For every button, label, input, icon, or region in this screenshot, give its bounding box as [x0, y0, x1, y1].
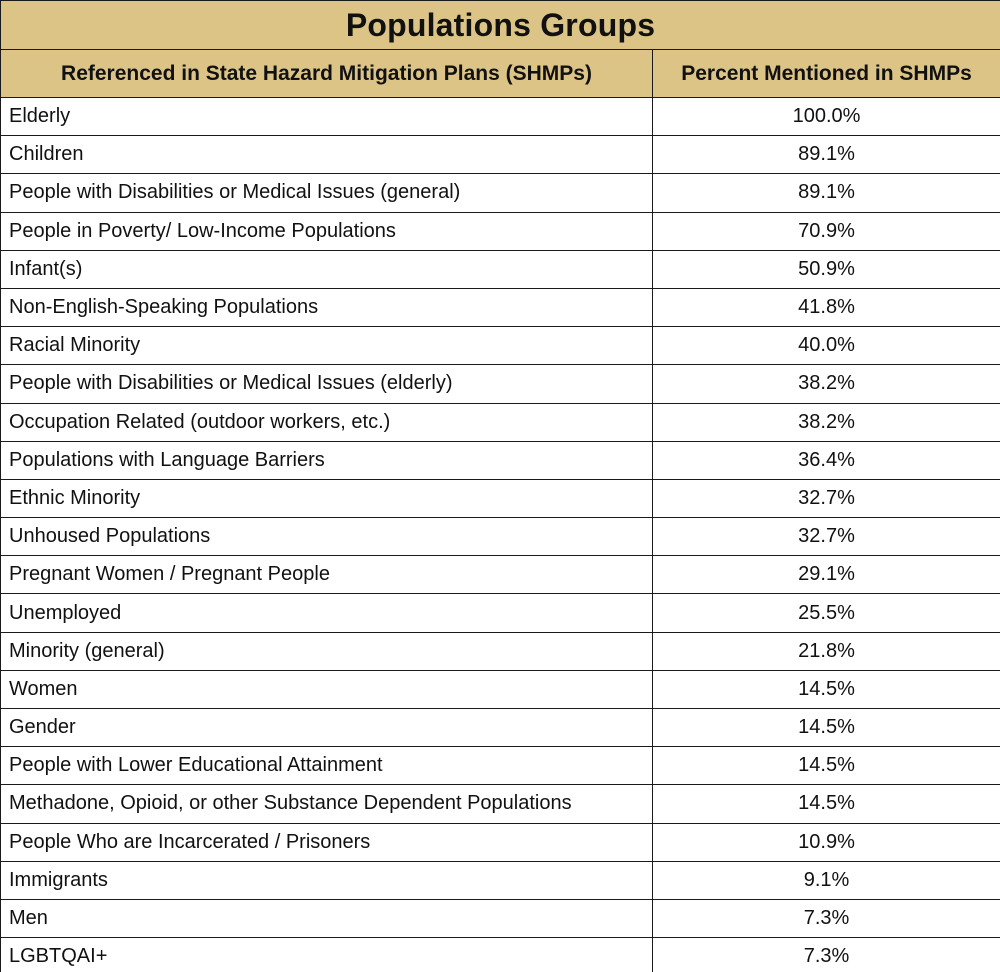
table-row [1, 288, 1000, 326]
row-group-label: Unhoused Populations [1, 518, 653, 556]
table-row [1, 747, 1000, 785]
row-percent-value: 32.7% [653, 518, 1000, 556]
table-row [1, 98, 1000, 136]
row-group-label: Ethnic Minority [1, 479, 653, 517]
table-row [1, 899, 1000, 937]
row-group-label: Gender [1, 709, 653, 747]
row-group-label: Unemployed [1, 594, 653, 632]
table-row [1, 518, 1000, 556]
table-row [1, 212, 1000, 250]
row-group-label: People with Lower Educational Attainment [1, 747, 653, 785]
row-percent-value: 40.0% [653, 327, 1000, 365]
row-percent-value: 7.3% [653, 938, 1000, 972]
row-percent-value: 14.5% [653, 709, 1000, 747]
row-percent-value: 50.9% [653, 250, 1000, 288]
row-percent-value: 14.5% [653, 785, 1000, 823]
row-percent-value: 25.5% [653, 594, 1000, 632]
row-group-label: Infant(s) [1, 250, 653, 288]
row-group-label: People in Poverty/ Low-Income Populations [1, 212, 653, 250]
row-percent-value: 38.2% [653, 403, 1000, 441]
table-row [1, 327, 1000, 365]
row-percent-value: 29.1% [653, 556, 1000, 594]
table-body [1, 98, 1000, 972]
row-group-label: Racial Minority [1, 327, 653, 365]
row-percent-value: 89.1% [653, 174, 1000, 212]
row-group-label: Women [1, 670, 653, 708]
table-row [1, 479, 1000, 517]
table-row [1, 670, 1000, 708]
table-row [1, 365, 1000, 403]
table-row [1, 938, 1000, 972]
row-group-label: Elderly [1, 98, 653, 136]
row-percent-value: 41.8% [653, 288, 1000, 326]
row-group-label: Children [1, 136, 653, 174]
column-header-percent: Percent Mentioned in SHMPs [653, 50, 1000, 98]
table-row [1, 250, 1000, 288]
row-group-label: Pregnant Women / Pregnant People [1, 556, 653, 594]
column-header-group: Referenced in State Hazard Mitigation Plans (SHMPs) [1, 50, 653, 98]
table-row [1, 441, 1000, 479]
row-percent-value: 9.1% [653, 861, 1000, 899]
row-group-label: Occupation Related (outdoor workers, etc.) [1, 403, 653, 441]
row-group-label: People Who are Incarcerated / Prisoners [1, 823, 653, 861]
row-group-label: Minority (general) [1, 632, 653, 670]
row-percent-value: 38.2% [653, 365, 1000, 403]
table-row [1, 174, 1000, 212]
table-row [1, 861, 1000, 899]
row-percent-value: 7.3% [653, 899, 1000, 937]
table-row [1, 403, 1000, 441]
table-title: Populations Groups [1, 1, 1000, 50]
row-percent-value: 21.8% [653, 632, 1000, 670]
row-group-label: LGBTQAI+ [1, 938, 653, 972]
row-percent-value: 70.9% [653, 212, 1000, 250]
table-row [1, 594, 1000, 632]
row-percent-value: 14.5% [653, 747, 1000, 785]
row-percent-value: 89.1% [653, 136, 1000, 174]
row-percent-value: 100.0% [653, 98, 1000, 136]
table-row [1, 709, 1000, 747]
table-row [1, 136, 1000, 174]
table-row [1, 823, 1000, 861]
row-group-label: Methadone, Opioid, or other Substance Dependent Populations [1, 785, 653, 823]
row-group-label: Populations with Language Barriers [1, 441, 653, 479]
row-percent-value: 10.9% [653, 823, 1000, 861]
row-group-label: Non-English-Speaking Populations [1, 288, 653, 326]
table-row [1, 632, 1000, 670]
row-group-label: People with Disabilities or Medical Issues (elderly) [1, 365, 653, 403]
row-group-label: People with Disabilities or Medical Issues (general) [1, 174, 653, 212]
row-group-label: Men [1, 899, 653, 937]
table-row [1, 556, 1000, 594]
row-percent-value: 32.7% [653, 479, 1000, 517]
row-group-label: Immigrants [1, 861, 653, 899]
row-percent-value: 36.4% [653, 441, 1000, 479]
table-row [1, 785, 1000, 823]
row-percent-value: 14.5% [653, 670, 1000, 708]
